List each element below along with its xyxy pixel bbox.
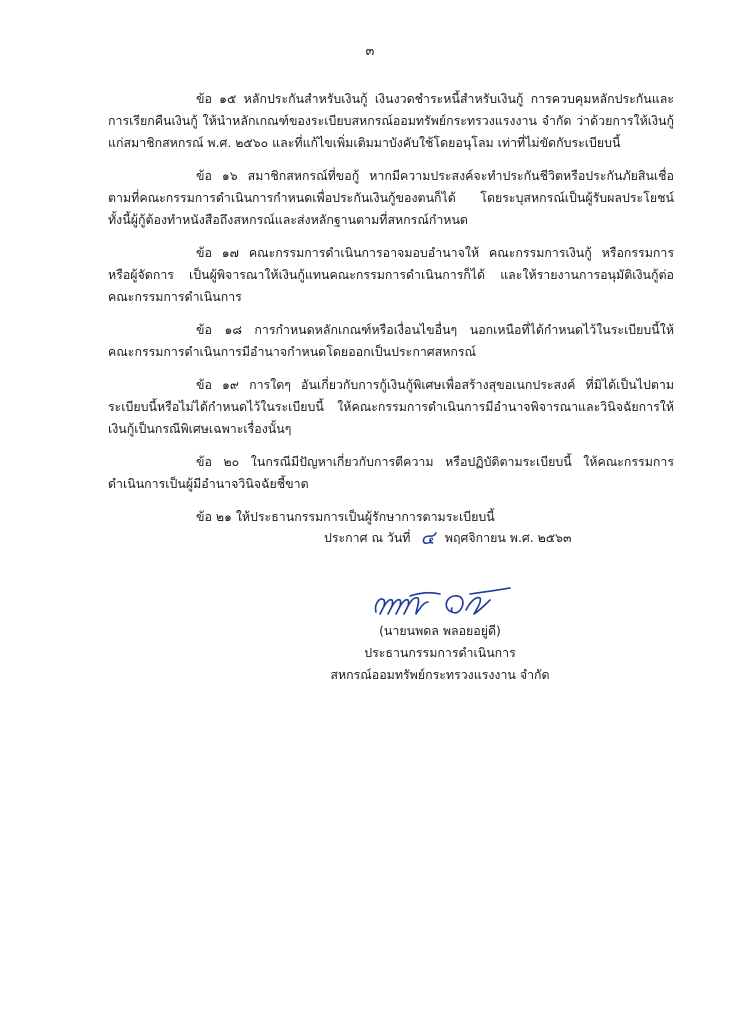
clause-21: ข้อ ๒๑ ให้ประธานกรรมการเป็นผู้รักษาการตามระเบียบนี้ xyxy=(196,509,495,524)
clause-19: ข้อ ๑๙ การใดๆ อันเกี่ยวกับการกู้เงินกู้พิเศษเพื่อสร้างสุขอเนกประสงค์ ที่มิได้เป็นไปตามระเบียบนี้หรือไม่ได้กำหนดไว้ในระเบียบนี้ ให้คณะกรรมการดำเนินการมีอำนาจพิจารณาและวินิจฉัยการให้เงินกู้เป็นกรณีพิเศษเฉพาะเรื่องนั้นๆ xyxy=(108,377,674,436)
clause-16: ข้อ ๑๖ สมาชิกสหกรณ์ที่ขอกู้ หากมีความประสงค์จะทำประกันชีวิตหรือประกันภัยสินเชื่อตามที่คณะกรรมการดำเนินการกำหนดเพื่อประกันเงินกู้ของตนก็ได้ โดยระบุสหกรณ์เป็นผู้รับผลประโยชน์ ทั้งนี้ผู้กู้ต้องทำหนังสือถึงสหกรณ์และส่งหลักฐานตามที่สหกรณ์กำหนด xyxy=(108,168,674,227)
signer-block xyxy=(300,620,580,686)
clause-17: ข้อ ๑๗ คณะกรรมการดำเนินการอาจมอบอำนาจให้ คณะกรรมการเงินกู้ หรือกรรมการ หรือผู้จัดการ เป็นผู้พิจารณาให้เงินกู้แทนคณะกรรมการดำเนินการก็ได้ และให้รายงานการอนุมัติเงินกู้ต่อคณะกรรมการดำเนินการ xyxy=(108,245,674,304)
signer-position: ประธานกรรมการดำเนินการ xyxy=(364,645,516,660)
signer-organization: สหกรณ์ออมทรัพย์กระทรวงแรงงาน จำกัด xyxy=(330,667,550,682)
clause-list xyxy=(108,88,674,528)
date-month-year: พฤศจิกายน พ.ศ. ๒๕๖๓ xyxy=(444,530,572,545)
clause-15: ข้อ ๑๕ หลักประกันสำหรับเงินกู้ เงินงวดชำระหนี้สำหรับเงินกู้ การควบคุมหลักประกันและการเรียกคืนเงินกู้ ให้นำหลักเกณฑ์ของระเบียบสหกรณ์ออมทรัพย์กระทรวงแรงงาน จำกัด ว่าด้วยการให้เงินกู้แก่สมาชิกสหกรณ์ พ.ศ. ๒๕๖๐ และที่แก้ไขเพิ่มเติมมาบังคับใช้โดยอนุโลม เท่าที่ไม่ขัดกับระเบียบนี้ xyxy=(108,91,674,150)
page-number: ๓ xyxy=(365,44,375,59)
clause-18: ข้อ ๑๘ การกำหนดหลักเกณฑ์หรือเงื่อนไขอื่นๆ นอกเหนือที่ได้กำหนดไว้ในระเบียบนี้ให้คณะกรรมการดำเนินการมีอำนาจกำหนดโดยออกเป็นประกาศสหกรณ์ xyxy=(108,322,674,359)
date-day-handwritten: ๔ xyxy=(420,527,435,549)
date-prefix: ประกาศ ณ วันที่ xyxy=(324,530,411,545)
signature-icon xyxy=(370,584,520,620)
announcement-date xyxy=(324,528,654,548)
signer-name: (นายนพดล พลอยอยู่ดี) xyxy=(379,623,501,638)
clause-20: ข้อ ๒๐ ในกรณีมีปัญหาเกี่ยวกับการตีความ หรือปฏิบัติตามระเบียบนี้ ให้คณะกรรมการดำเนินการเป็นผู้มีอำนาจวินิจฉัยชี้ขาด xyxy=(108,454,674,491)
handwritten-signature xyxy=(370,584,520,620)
